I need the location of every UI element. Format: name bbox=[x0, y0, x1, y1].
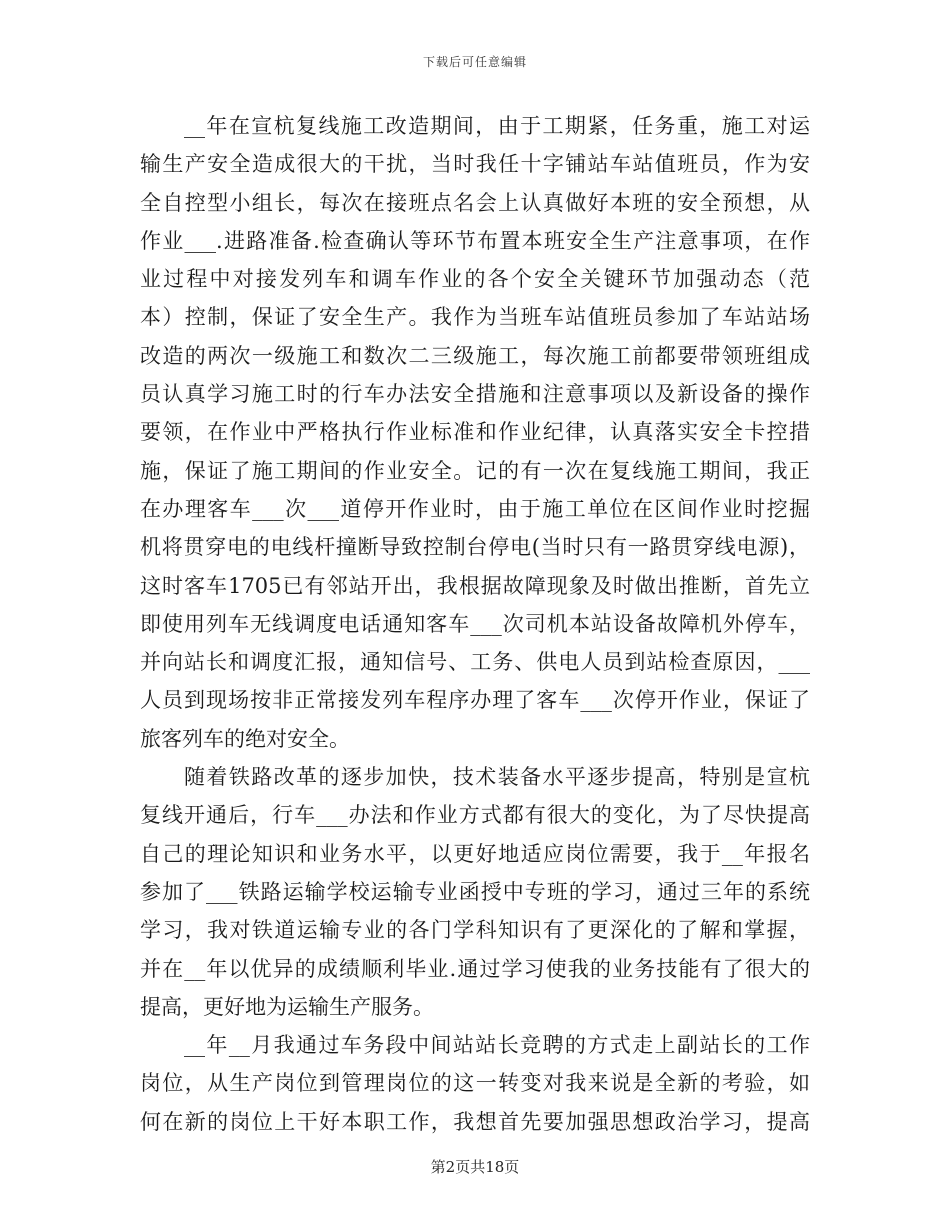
document-body bbox=[140, 107, 810, 1141]
text-line: 作业___.进路准备.检查确认等环节布置本班安全生产注意事项，在作 bbox=[140, 228, 810, 253]
text-line: 业过程中对接发列车和调车作业的各个安全关键环节加强动态（范 bbox=[140, 267, 810, 292]
text-line: 全自控型小组长，每次在接班点名会上认真做好本班的安全预想，从 bbox=[140, 190, 810, 215]
text-line: 机将贯穿电的电线杆撞断导致控制台停电(当时只有一路贯穿线电源)， bbox=[140, 535, 810, 560]
text-line: 并在__年以优异的成绩顺利毕业.通过学习使我的业务技能有了很大的 bbox=[140, 956, 810, 981]
text-line: 旅客列车的绝对安全。 bbox=[140, 726, 350, 751]
text-line: 人员到现场按非正常接发列车程序办理了客车___次停开作业，保证了 bbox=[140, 688, 810, 713]
page-header: 下载后可任意编辑 bbox=[422, 55, 527, 69]
text-line: 提高，更好地为运输生产服务。 bbox=[140, 994, 434, 1019]
text-line: 施，保证了施工期间的作业安全。记的有一次在复线施工期间，我正 bbox=[140, 458, 810, 483]
paragraph-1 bbox=[140, 107, 810, 758]
text-line: 即使用列车无线调度电话通知客车___次司机本站设备故障机外停车， bbox=[140, 611, 810, 636]
text-line: 自己的理论知识和业务水平，以更好地适应岗位需要，我于__年报名 bbox=[140, 841, 810, 866]
text-line: __年在宣杭复线施工改造期间，由于工期紧，任务重，施工对运 bbox=[184, 114, 810, 138]
text-line: 随着铁路改革的逐步加快，技术装备水平逐步提高，特别是宣杭 bbox=[184, 765, 810, 790]
text-line: 参加了___铁路运输学校运输专业函授中专班的学习，通过三年的系统 bbox=[140, 879, 810, 904]
text-line: 这时客车1705已有邻站开出，我根据故障现象及时做出推断，首先立 bbox=[140, 573, 810, 598]
text-line: 在办理客车___次___道停开作业时，由于施工单位在区间作业时挖掘 bbox=[140, 496, 810, 521]
text-line: 何在新的岗位上干好本职工作，我想首先要加强思想政治学习，提高 bbox=[140, 1109, 810, 1134]
text-line: 复线开通后，行车___办法和作业方式都有很大的变化，为了尽快提高 bbox=[140, 803, 810, 828]
text-line: __年__月我通过车务段中间站站长竞聘的方式走上副站长的工作 bbox=[184, 1033, 810, 1058]
page-number-footer: 第2页共18页 bbox=[430, 1158, 520, 1176]
text-line: 本）控制，保证了安全生产。我作为当班车站值班员参加了车站站场 bbox=[140, 305, 810, 330]
text-line: 输生产安全造成很大的干扰，当时我任十字铺站车站值班员，作为安 bbox=[140, 152, 810, 177]
paragraph-3 bbox=[140, 1026, 810, 1141]
text-line: 岗位，从生产岗位到管理岗位的这一转变对我来说是全新的考验，如 bbox=[140, 1071, 810, 1096]
paragraph-2 bbox=[140, 758, 810, 1026]
text-line: 并向站长和调度汇报，通知信号、工务、供电人员到站检查原因，___ bbox=[140, 650, 810, 675]
text-line: 改造的两次一级施工和数次二三级施工，每次施工前都要带领班组成 bbox=[140, 343, 810, 368]
text-line: 员认真学习施工时的行车办法安全措施和注意事项以及新设备的操作 bbox=[140, 382, 810, 407]
text-line: 要领，在作业中严格执行作业标准和作业纪律，认真落实安全卡控措 bbox=[140, 420, 810, 445]
text-line: 学习，我对铁道运输专业的各门学科知识有了更深化的了解和掌握， bbox=[140, 918, 810, 943]
